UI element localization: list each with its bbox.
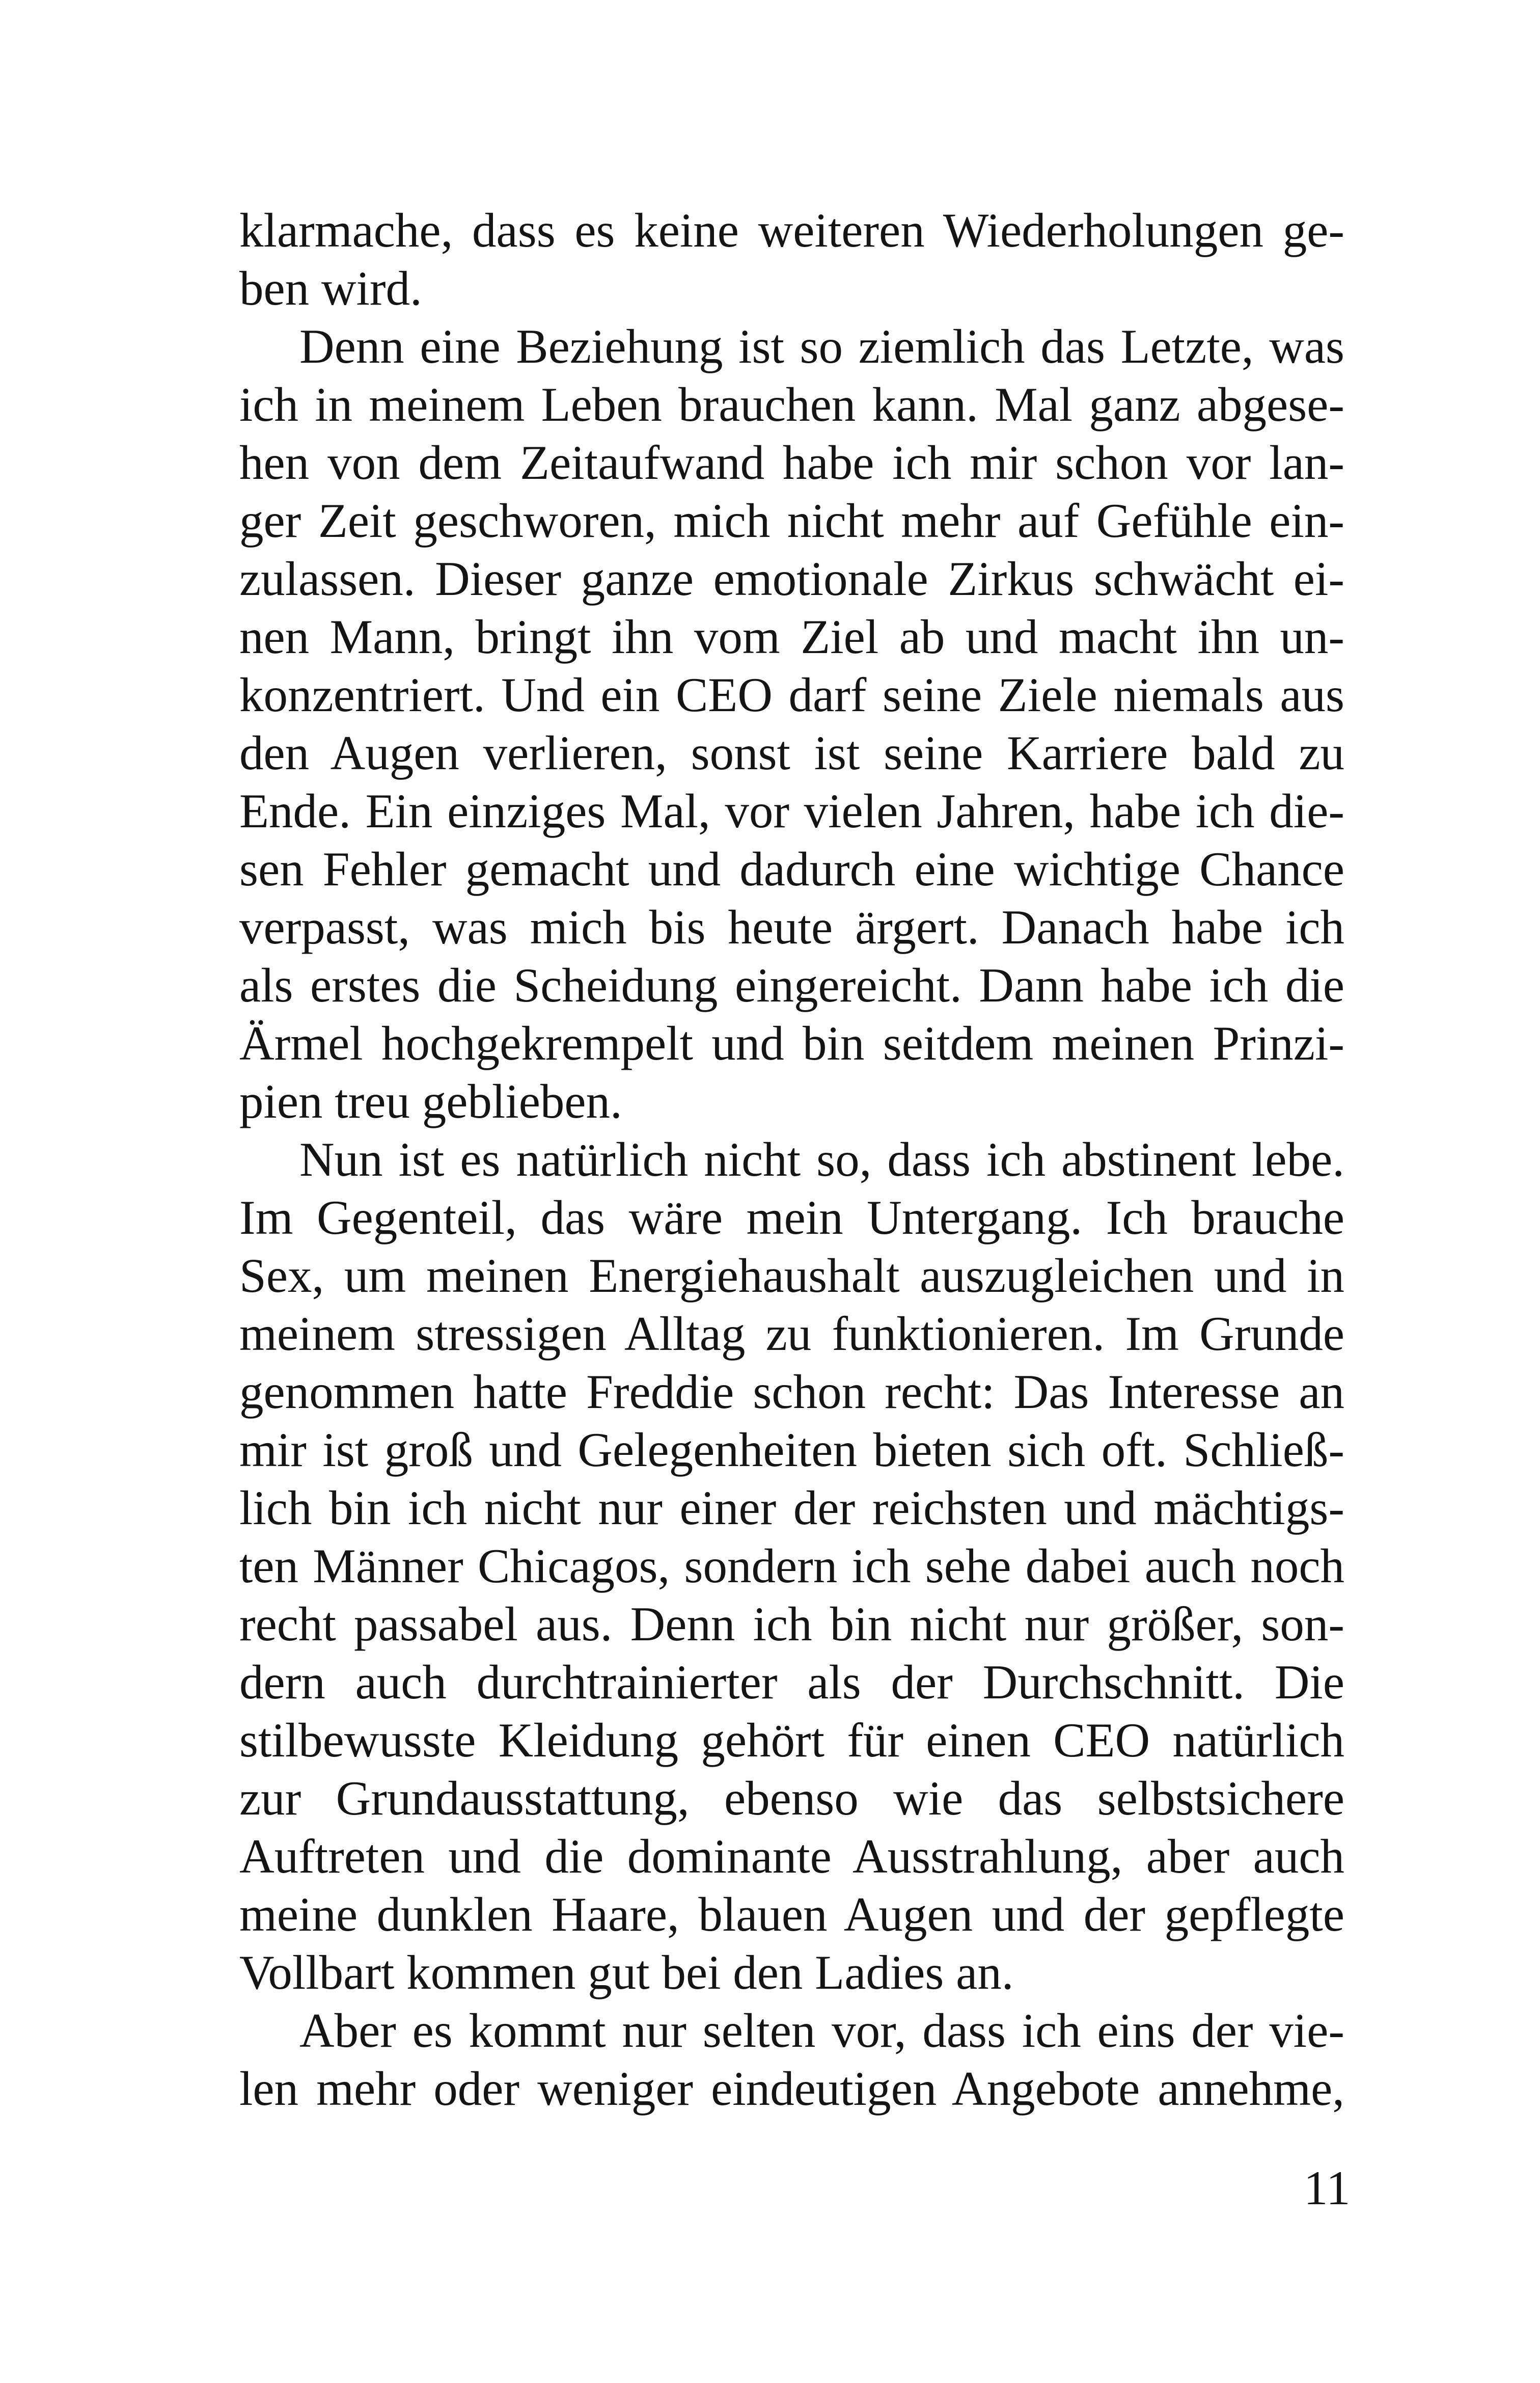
text-line: ten Männer Chicagos, sondern ich sehe dabei auch noch <box>239 1539 1344 1593</box>
paragraph <box>239 201 1344 317</box>
text-line: ich in meinem Leben brauchen kann. Mal ganz abgese- <box>239 377 1344 431</box>
text-line: Aber es kommt nur selten vor, dass ich eins der vie- <box>299 2003 1344 2057</box>
text-line: Im Gegenteil, das wäre mein Untergang. Ich brauche <box>239 1190 1344 1244</box>
text-line: mir ist groß und Gelegenheiten bieten sich oft. Schließ- <box>239 1423 1344 1477</box>
text-line: Ende. Ein einziges Mal, vor vielen Jahren, habe ich die- <box>239 784 1344 838</box>
text-line: Vollbart kommen gut bei den Ladies an. <box>239 1945 1014 1999</box>
text-line: meinem stressigen Alltag zu funktionieren. Im Grunde <box>239 1307 1344 1361</box>
text-line: lich bin ich nicht nur einer der reichsten und mächtigs- <box>239 1481 1344 1535</box>
page-number: 11 <box>1304 2161 1351 2215</box>
text-line: meine dunklen Haare, blauen Augen und der gepflegte <box>239 1887 1344 1941</box>
text-line: konzentriert. Und ein CEO darf seine Ziele niemals aus <box>239 668 1344 722</box>
paragraph <box>239 2001 1344 2118</box>
text-line: Ärmel hochgekrempelt und bin seitdem meinen Prinzi- <box>239 1016 1344 1070</box>
text-line: len mehr oder weniger eindeutigen Angebote annehme, <box>239 2062 1344 2116</box>
text-line: Auftreten und die dominante Ausstrahlung, aber auch <box>239 1829 1344 1883</box>
text-line: stilbewusste Kleidung gehört für einen CEO natürlich <box>239 1713 1344 1767</box>
paragraph <box>239 1130 1344 2001</box>
text-line: zulassen. Dieser ganze emotionale Zirkus schwächt ei- <box>239 552 1344 606</box>
text-line: pien treu geblieben. <box>239 1074 622 1128</box>
text-line: dern auch durchtrainierter als der Durchschnitt. Die <box>239 1655 1344 1709</box>
text-line: ger Zeit geschworen, mich nicht mehr auf Gefühle ein- <box>239 494 1344 548</box>
text-line: zur Grundausstattung, ebenso wie das selbstsichere <box>239 1771 1344 1825</box>
text-line: Sex, um meinen Energiehaushalt auszugleichen und in <box>239 1249 1344 1303</box>
paragraph <box>239 317 1344 1130</box>
text-line: den Augen verlieren, sonst ist seine Karriere bald zu <box>239 726 1344 780</box>
text-line: als erstes die Scheidung eingereicht. Dann habe ich die <box>239 958 1344 1012</box>
body-text <box>239 201 1344 2118</box>
text-line: nen Mann, bringt ihn vom Ziel ab und macht ihn un- <box>239 610 1344 664</box>
text-line: Denn eine Beziehung ist so ziemlich das Letzte, was <box>299 319 1344 373</box>
text-line: sen Fehler gemacht und dadurch eine wichtige Chance <box>239 842 1344 896</box>
text-line: ben wird. <box>239 261 422 315</box>
text-line: hen von dem Zeitaufwand habe ich mir schon vor lan- <box>239 436 1344 490</box>
text-line: Nun ist es natürlich nicht so, dass ich abstinent lebe. <box>299 1132 1344 1186</box>
text-line: verpasst, was mich bis heute ärgert. Danach habe ich <box>239 900 1344 954</box>
text-line: klarmache, dass es keine weiteren Wiederholungen ge- <box>239 203 1344 257</box>
text-line: genommen hatte Freddie schon recht: Das Interesse an <box>239 1365 1344 1419</box>
text-line: recht passabel aus. Denn ich bin nicht nur größer, son- <box>239 1597 1344 1651</box>
